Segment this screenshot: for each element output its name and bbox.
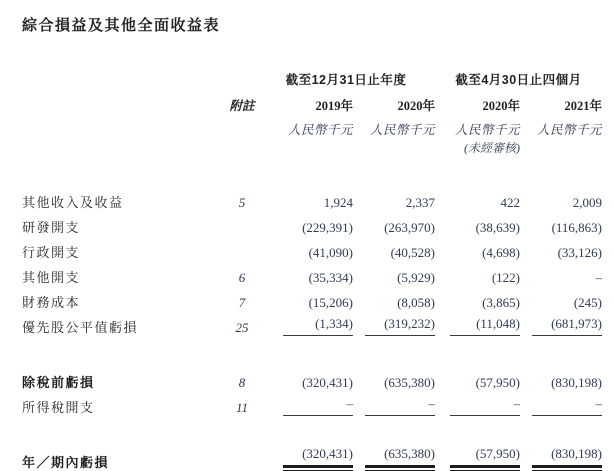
row-value: (319,232) [353, 311, 435, 336]
row-value: (33,126) [557, 245, 603, 260]
table-row [22, 391, 602, 416]
spacer-row [22, 416, 602, 446]
table-row [22, 286, 602, 311]
table-row [22, 261, 602, 286]
row-value: (635,380) [384, 375, 435, 390]
row-label: 其他開支 [22, 270, 81, 285]
row-value: 1,924 [323, 195, 353, 210]
table-body [22, 186, 602, 471]
table-row [22, 186, 602, 211]
row-value: (116,863) [551, 220, 603, 235]
row-value: (15,206) [308, 295, 353, 310]
unit-header: 人民幣千元 [369, 123, 435, 137]
row-value: (3,865) [482, 295, 520, 310]
row-value: – [520, 391, 602, 416]
page-title: 綜合損益及其他全面收益表 [22, 17, 221, 34]
row-note-ref [227, 211, 257, 236]
row-value: (5,929) [397, 270, 435, 285]
row-label: 研發開支 [22, 220, 81, 235]
row-note-ref: 11 [235, 400, 249, 415]
table-row [22, 311, 602, 336]
subnote-header: (未經審核) [464, 141, 520, 155]
header-gap-row [22, 156, 602, 186]
row-value: (122) [491, 270, 520, 285]
row-label: 財務成本 [22, 295, 81, 310]
row-note-ref [227, 446, 257, 471]
row-value: (57,950) [475, 375, 520, 390]
group-header-row [22, 68, 602, 88]
row-value: (41,090) [308, 245, 353, 260]
row-label: 行政開支 [22, 245, 81, 260]
row-value: – [353, 391, 435, 416]
row-value: – [257, 391, 353, 416]
subnote-header [257, 138, 353, 156]
table-row [22, 236, 602, 261]
unit-header: 人民幣千元 [287, 123, 353, 137]
row-value: (57,950) [435, 446, 520, 471]
row-value: (635,380) [353, 446, 435, 471]
unit-header-row [22, 114, 602, 138]
row-value: (4,698) [482, 245, 520, 260]
row-value: (229,391) [302, 220, 353, 235]
subnote-header [353, 138, 435, 156]
year-header: 2019年 [315, 99, 353, 113]
year-header: 2020年 [482, 99, 520, 113]
table-row [22, 366, 602, 391]
row-value: (35,334) [308, 270, 353, 285]
row-value: 422 [500, 195, 520, 210]
row-value: (245) [573, 295, 603, 310]
row-note-ref: 6 [238, 270, 246, 285]
note-column-header: 附註 [229, 99, 255, 113]
unit-header: 人民幣千元 [537, 123, 603, 137]
row-note-ref: 7 [238, 295, 246, 310]
year-header: 2021年 [564, 99, 603, 113]
income-statement-table [22, 68, 602, 471]
row-value: 2,337 [405, 195, 435, 210]
row-note-ref: 5 [238, 195, 246, 210]
row-value: – [595, 270, 603, 285]
year-header: 2020年 [397, 99, 435, 113]
row-value: – [435, 391, 520, 416]
row-value: (320,431) [302, 375, 353, 390]
table-row [22, 446, 602, 471]
row-note-ref: 8 [238, 375, 246, 390]
row-value: (40,528) [390, 245, 435, 260]
row-label: 優先股公平值虧損 [22, 320, 139, 335]
row-value: (681,973) [520, 311, 602, 336]
row-value: (38,639) [475, 220, 520, 235]
row-value: (830,198) [520, 446, 602, 471]
unit-header: 人民幣千元 [454, 123, 520, 137]
unaudited-note-row [22, 138, 602, 156]
spacer-row [22, 336, 602, 366]
row-label: 所得稅開支 [22, 400, 95, 415]
row-label: 年／期內虧損 [22, 455, 110, 470]
row-value: (11,048) [435, 311, 520, 336]
row-note-ref [227, 236, 257, 261]
row-label: 其他收入及收益 [22, 195, 124, 210]
row-value: (8,058) [397, 295, 435, 310]
row-value: 2,009 [572, 195, 603, 210]
row-label: 除稅前虧損 [22, 375, 95, 390]
group-header-year-end: 截至12月31日止年度 [285, 73, 407, 87]
subnote-header [520, 138, 602, 156]
year-header-row [22, 88, 602, 114]
group-header-four-months: 截至4月30日止四個月 [455, 73, 582, 87]
row-value: (263,970) [384, 220, 435, 235]
row-value: (320,431) [257, 446, 353, 471]
row-value: (1,334) [257, 311, 353, 336]
table-row [22, 211, 602, 236]
row-value: (830,198) [551, 375, 603, 390]
row-note-ref: 25 [235, 320, 249, 335]
